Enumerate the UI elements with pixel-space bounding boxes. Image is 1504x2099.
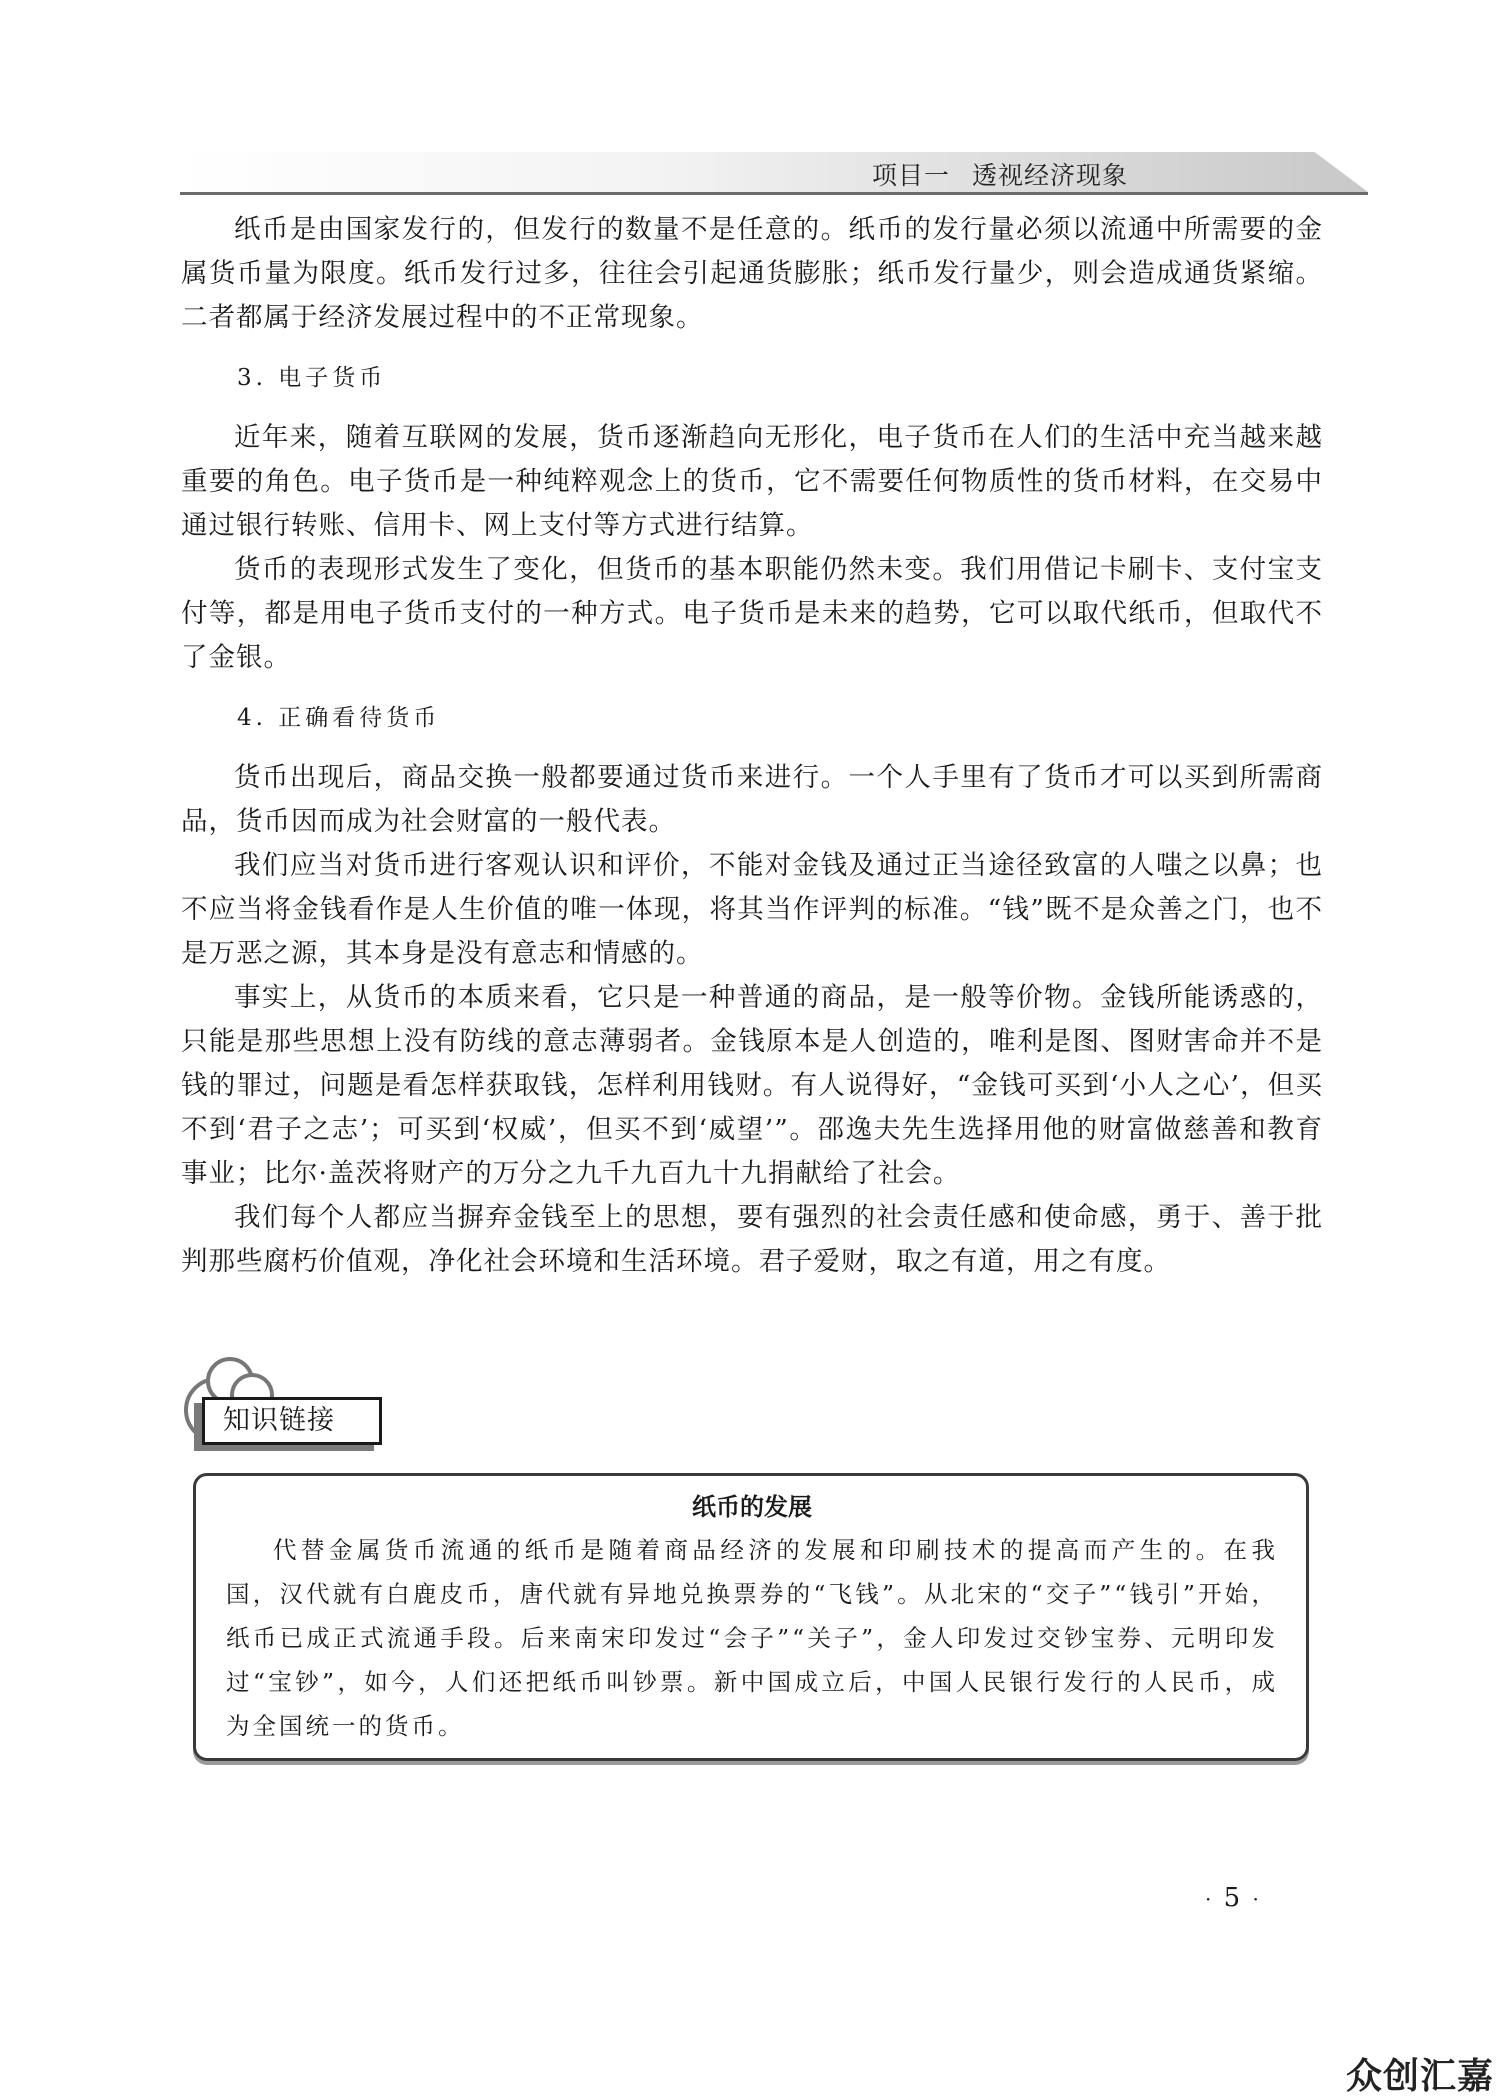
knowledge-link-text: 代替金属货币流通的纸币是随着商品经济的发展和印刷技术的提高而产生的。在我国，汉代就有白鹿皮币，唐代就有异地兑换票券的“飞钱”。从北宋的“交子”“钱引”开始，纸币已成正式流通手段。后来南宋印发过“会子”“关子”，金人印发过交钞宝券、元明印发过“宝钞”，如今，人们还把纸币叫钞票。新中国成立后，中国人民银行发行的人民币，成为全国统一的货币。 [226,1536,1278,1740]
page-number-dot: · [1205,1887,1214,1911]
knowledge-link-badge [180,1355,390,1447]
header-project: 项目一 [871,161,950,190]
page-number [1205,1883,1261,1913]
header-title [872,156,1128,192]
knowledge-link-label: 知识链接 [202,1397,382,1445]
running-header [180,152,1368,196]
paragraph: 纸币是由国家发行的，但发行的数量不是任意的。纸币的发行量必须以流通中所需要的金属货币量为限度。纸币发行过多，往往会引起通货膨胀；纸币发行量少，则会造成通货紧缩。二者都属于经济发展过程中的不正常现象。 [181,214,1323,333]
paragraph: 事实上，从货币的本质来看，它只是一种普通的商品，是一般等价物。金钱所能诱惑的，只能是那些思想上没有防线的意志薄弱者。金钱原本是人创造的，唯利是图、图财害命并不是钱的罪过，问题是看怎样获取钱，怎样利用钱财。有人说得好，“金钱可买到‘小人之心’，但买不到‘君子之志’；可买到‘权威’，但买不到‘威望’”。邵逸夫先生选择用他的财富做慈善和教育事业；比尔·盖茨将财产的万分之九千九百九十九捐献给了社会。 [181,982,1323,1189]
header-chapter-title: 透视经济现象 [971,161,1128,190]
paragraph: 近年来，随着互联网的发展，货币逐渐趋向无形化，电子货币在人们的生活中充当越来越重要的角色。电子货币是一种纯粹观念上的货币，它不需要任何物质性的货币材料，在交易中通过银行转账、信用卡、网上支付等方式进行结算。 [181,422,1323,541]
header-bar [180,152,1368,192]
body-text [181,208,1323,1284]
knowledge-link-title: 纸币的发展 [692,1493,812,1521]
paragraph: 货币出现后，商品交换一般都要通过货币来进行。一个人手里有了货币才可以买到所需商品，货币因而成为社会财富的一般代表。 [181,762,1323,837]
page-number-dot: · [1252,1887,1261,1911]
header-rule [180,192,1368,195]
paragraph: 货币的表现形式发生了变化，但货币的基本职能仍然未变。我们用借记卡刷卡、支付宝支付等，都是用电子货币支付的一种方式。电子货币是未来的趋势，它可以取代纸币，但取代不了金银。 [181,554,1323,673]
knowledge-link-box [193,1473,1309,1761]
paragraph: 我们每个人都应当摒弃金钱至上的思想，要有强烈的社会责任感和使命感，勇于、善于批判那些腐朽价值观，净化社会环境和生活环境。君子爱财，取之有道，用之有度。 [181,1202,1323,1277]
section-heading: 3. 电子货币 [237,365,387,391]
section-heading: 4. 正确看待货币 [237,705,441,731]
watermark: 众创汇嘉 [1346,2056,1495,2097]
page-number-value: 5 [1223,1883,1243,1913]
paragraph: 我们应当对货币进行客观认识和评价，不能对金钱及通过正当途径致富的人嗤之以鼻；也不应当将金钱看作是人生价值的唯一体现，将其当作评判的标准。“钱”既不是众善之门，也不是万恶之源，其本身是没有意志和情感的。 [181,850,1323,969]
